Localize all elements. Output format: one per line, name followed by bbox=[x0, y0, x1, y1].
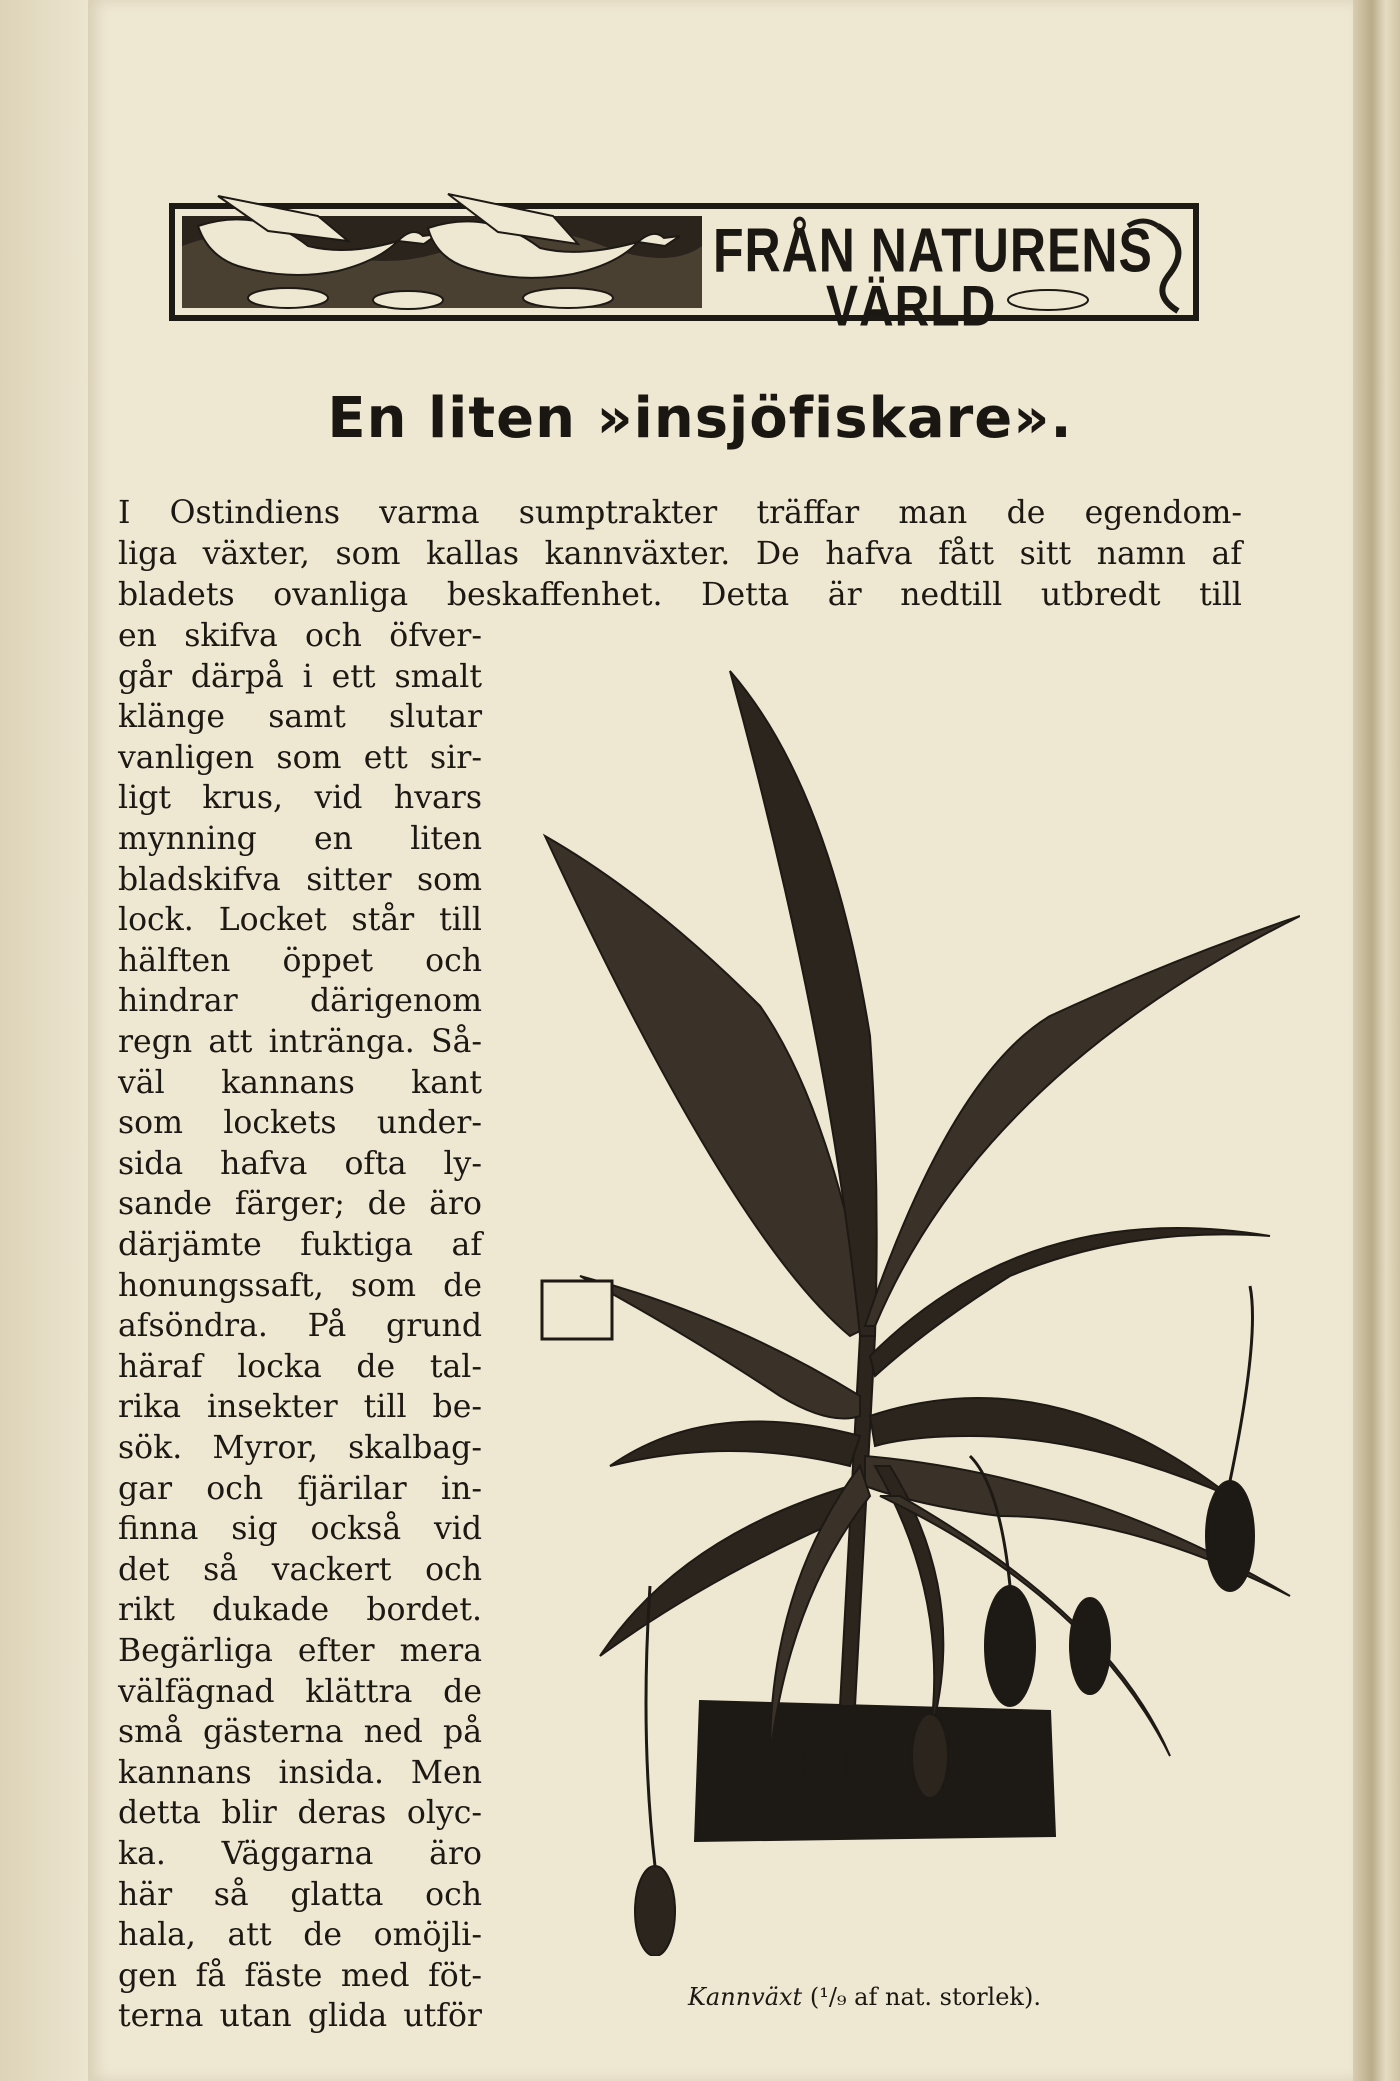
pitcher-plant-illustration bbox=[530, 636, 1300, 1956]
body-line: gar och fjärilar in- bbox=[118, 1470, 482, 1507]
banner-title-line1: FRÅN NATURENS bbox=[713, 215, 1153, 286]
body-line: I Ostindiens varma sumptrakter träffar man de egendom- bbox=[118, 495, 1242, 531]
body-line: ligt krus, vid hvars bbox=[118, 780, 482, 817]
body-line: bladskifva sitter som bbox=[118, 861, 482, 898]
banner-title-line2: VÄRLD bbox=[826, 275, 997, 339]
body-line: Begärliga efter mera bbox=[118, 1633, 482, 1669]
body-line: små gästerna ned på bbox=[118, 1714, 482, 1751]
body-line: lock. Locket står till bbox=[118, 902, 482, 939]
body-line: gen få fäste med föt- bbox=[118, 1957, 482, 1994]
body-line: honungssaft, som de bbox=[118, 1267, 482, 1304]
body-line: finna sig också vid bbox=[118, 1511, 482, 1548]
plant-drawing bbox=[530, 636, 1300, 1956]
body-line: afsöndra. På grund bbox=[118, 1308, 482, 1345]
body-line: därjämte fuktiga af bbox=[118, 1227, 482, 1263]
figure-caption bbox=[688, 1983, 1188, 2011]
body-line: kannans insida. Men bbox=[118, 1754, 482, 1791]
body-line: som lockets under- bbox=[118, 1105, 482, 1142]
body-line: regn att intränga. Så- bbox=[118, 1024, 482, 1060]
body-line: terna utan glida utför bbox=[118, 1998, 482, 2035]
body-line: rika insekter till be- bbox=[118, 1389, 482, 1426]
body-line: häraf locka de tal- bbox=[118, 1348, 482, 1385]
body-line: vanligen som ett sir- bbox=[118, 739, 482, 776]
body-line: hindrar därigenom bbox=[118, 983, 482, 1020]
body-line: här så glatta och bbox=[118, 1876, 482, 1913]
body-line: en skifva och öfver- bbox=[118, 618, 482, 654]
body-line: mynning en liten bbox=[118, 821, 482, 857]
body-line: det så vackert och bbox=[118, 1551, 482, 1588]
caption-scale: (¹/₉ af nat. storlek). bbox=[809, 1983, 1041, 2011]
body-line: detta blir deras olyc- bbox=[118, 1795, 482, 1832]
body-line: sida hafva ofta ly- bbox=[118, 1145, 482, 1182]
body-line: går därpå i ett smalt bbox=[118, 658, 482, 695]
article-title: En liten »insjöfiskare». bbox=[327, 386, 1073, 451]
body-line: välfägnad klättra de bbox=[118, 1673, 482, 1710]
body-line: hälften öppet och bbox=[118, 942, 482, 979]
caption-species: Kannväxt bbox=[688, 1983, 803, 2011]
body-line: ka. Väggarna äro bbox=[118, 1836, 482, 1872]
body-line: klänge samt slutar bbox=[118, 699, 482, 736]
book-spine bbox=[1353, 0, 1400, 2081]
body-line: bladets ovanliga beskaffenhet. Detta är nedtill utbredt till bbox=[118, 577, 1242, 613]
body-line: liga växter, som kallas kannväxter. De hafva fått sitt namn af bbox=[118, 536, 1242, 572]
body-line: väl kannans kant bbox=[118, 1064, 482, 1101]
page-left-margin bbox=[0, 0, 88, 2081]
body-line: hala, att de omöjli- bbox=[118, 1917, 482, 1954]
body-line: sande färger; de äro bbox=[118, 1186, 482, 1223]
body-line: rikt dukade bordet. bbox=[118, 1592, 482, 1629]
body-line: sök. Myror, skalbag- bbox=[118, 1430, 482, 1466]
section-banner bbox=[168, 186, 1200, 339]
